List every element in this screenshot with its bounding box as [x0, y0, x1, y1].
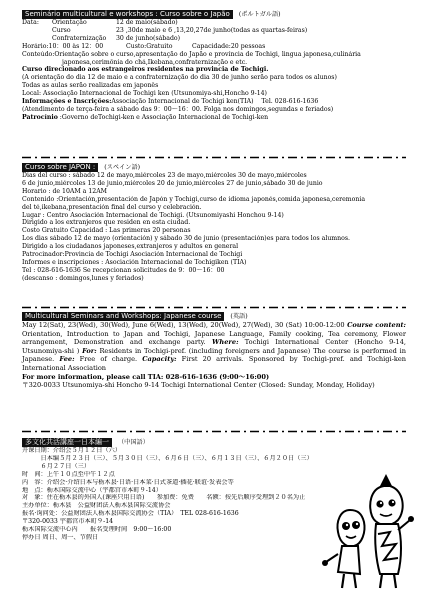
english-address: 〒320-0033 Utsunomiya-shi Honcho 9-14 Tochigi International Center (Closed: Sunday, Monday, Holiday)	[22, 381, 375, 390]
chinese-body	[22, 447, 322, 542]
capacity: Capacidade:20 pessoas	[192, 42, 266, 50]
mascot-figure-left	[322, 510, 365, 588]
course-content-label-cont: content:	[375, 321, 406, 329]
english-language-tag: (英語)	[230, 313, 248, 320]
chinese-header: 多文化共活講座一日本編一	[22, 438, 112, 447]
spanish-line: Los dias sábado 12 de mayo (orientación) y sábado 30 de junio (presentación)es para todos los alumnos.	[22, 235, 351, 243]
chinese-line: 对 象：住在栃木县的外国人(课座只用日语) 参加费：免费 名额：按先后顺序受理到２０名为止	[22, 494, 306, 502]
where-label: Where:	[205, 338, 239, 347]
portuguese-section	[22, 10, 406, 122]
spanish-section	[22, 163, 406, 283]
english-fee: Free of charge.	[74, 355, 143, 364]
party-date: 30 de junho(sábado)	[116, 34, 181, 42]
chinese-language-tag: （中国語）	[118, 439, 149, 446]
english-dates: May 12(Sat), 23(Wed), 30(Wed), June 6(Wed), 13(Wed), 20(Wed), 27(Wed), 30 (Sat) 10:00-12:00	[22, 321, 345, 329]
spanish-line: Lugar : Centro Asociación Internacional de Tochigi. (Utsunomiyashi Honchou 9-14)	[22, 211, 284, 219]
chinese-line: 开课日期：介绍会５月１２日（六）	[22, 447, 121, 454]
english-info: For more information, please call TIA: 028-616-1636 (9:00～16:00)	[22, 372, 270, 381]
note-line: (A orientação do dia 12 de maio e a confraternização do dia 30 de junho serão para todos os alunos)	[22, 74, 337, 82]
course-content-label: Course	[344, 321, 373, 329]
mascot-figure-right	[370, 474, 414, 588]
spanish-line: Costo Gratuito Capacidad : Las primeras 20 personas	[22, 227, 191, 235]
fee-label: Fee:	[59, 355, 75, 364]
dashed-divider	[22, 154, 406, 161]
orientation-date: 12 de maio(sábado)	[116, 19, 178, 26]
chinese-line: 地 点：栃木国际交流中心（宇都宫市本町９-14）	[22, 486, 162, 494]
spanish-line: (descanso : domingos,lunes y feriados)	[22, 274, 144, 282]
english-where: Tochigi International Center (Honcho 9-14, Utsunomiya-shi )	[22, 338, 406, 355]
capacity-label: Capacity:	[142, 355, 177, 364]
spanish-line: Informes e inscripciones : Asociación Internacional de Tochigiken (TIA)	[22, 258, 247, 266]
english-content: Orientation, Introduction to Japan and Tochigi, Japanese Language, Family cooking, Tea ceremony, Flower arrangement, Demonstration and exchange party.	[22, 329, 406, 347]
spanish-line: 6 de junio,miércoles 13 de junio,miércoles 20 de junio,miércoles 27 de junio,sábado 30 de junio	[22, 179, 323, 187]
language-line: Todas as aulas serão realizadas em japonês	[22, 82, 159, 90]
course-label: Curso	[52, 26, 71, 34]
mascot-illustration	[320, 470, 416, 592]
schedule-time: Horário:10：00 às 12：00	[22, 42, 104, 50]
phone-number: Tel. 028-616-1636	[261, 98, 319, 106]
portuguese-header: Seminário multicultural e workshops : Curso sobre o Japão	[22, 10, 233, 19]
spanish-language-tag: (スペイン語)	[104, 164, 141, 171]
orientation-label: Orientação	[52, 19, 87, 26]
spanish-line: Dirigido a los extranjeros que residen en esta ciudad.	[22, 219, 191, 227]
date-label: Data:	[22, 19, 39, 26]
chinese-line: 〒320-0033 宇都宫市本町９-14	[22, 518, 114, 526]
spanish-header: Curso sobre JAPON :	[22, 163, 98, 172]
location-line: Local: Associação Internacional de Tochigi ken (Utsunomiya-shi,Honcho 9-14)	[22, 90, 267, 98]
inquiry-label: Informações e Inscrições:	[22, 98, 112, 106]
chinese-line: 报名·询问处：公益财团法人栃木县国际交流协会（TIA） TEL 028-616-1636	[22, 510, 239, 518]
for-label: For:	[82, 346, 97, 355]
sponsor-label: Patrocínio	[22, 113, 58, 121]
spanish-body	[22, 172, 406, 283]
chinese-line: ６月２７日（三）	[22, 462, 91, 470]
chinese-line: 主办单位：栃木县 公益财团法人栃木县国际交流协会	[22, 502, 171, 510]
chinese-line: 内 容：介绍会·介绍日本与栃木县·日语·日本菜·日式茶道·插花·联谊·发表会等	[22, 478, 234, 486]
chinese-line: 停办日 周日、周一、节假日	[22, 533, 99, 541]
spanish-line: Tel : 028-616-1636 Se recepcionan solicitudes de 9：00～16：00	[22, 266, 225, 274]
spanish-line: Dirigido a los ciudadanos japoneses,extranjeros y adultos en general	[22, 243, 239, 251]
chinese-line: 栃木国际交流中心内 报名受理时间 9:00～16:00	[22, 526, 172, 534]
chinese-section	[22, 438, 322, 542]
dashed-divider	[22, 428, 406, 435]
inquiry-org: Associação Internacional de Tochigi ken(TIA)	[111, 98, 254, 106]
english-for: Residents in Tochigi-pref. (including foreigners and Japanese) The course is performed in Japanese.	[22, 346, 406, 364]
english-capacity: First 20 arrivals. Sponsored by Tochigi-pref. and Tochigi-ken International Association	[22, 355, 406, 372]
spanish-line: Dias del curso : sábado 12 de mayo,miércoles 23 de mayo,miércoles 30 de mayo,miércoles	[22, 172, 307, 179]
course-dates: 23 ,30de maio e 6 ,13,20,27de junho(todas as quartas-feiras)	[116, 26, 308, 34]
chinese-line: 日本编５月２３日（三）、５月３０日（三）、６月６日（三）、６月１３日（三）、６月２０日（三）	[22, 454, 313, 462]
content-line: japonesa,cerimônia do chá,Ikebana,confraternização e etc.	[62, 58, 248, 66]
party-label: Confraternização	[52, 34, 107, 42]
english-section	[22, 312, 406, 390]
chinese-line: 时 间：上午１０点至中午１２点	[22, 470, 115, 478]
hours-line: (Atendimento de terça-feira a sábado das 9：00～16：00. Folga nos domingos,segundas e feriados)	[22, 105, 334, 113]
content-line: Conteúdo:Orientação sobre o curso,apresentação do Japão e província de Tochigi, lingua japonesa,culinária	[22, 50, 361, 58]
spanish-line: Horario : de 10AM a 12AM	[22, 187, 108, 195]
spanish-line: Patrocinador:Provincia de Tochigi Asociación Internacional de Tochigi	[22, 251, 243, 259]
english-body	[22, 321, 406, 390]
dashed-divider	[22, 304, 406, 311]
sponsor-text: :Governo deTochigi-ken e Associação Internacional de Tochigi-ken	[57, 113, 269, 121]
audience-line: Curso direcionado aos estrangeiros residentes na provincia de Tochigi.	[22, 66, 269, 74]
portuguese-language-tag: (ポルトガル語)	[238, 11, 281, 18]
english-header: Multicultural Seminars and Workshops: Japanese course	[22, 312, 224, 321]
spanish-line: del té,ikebana,presentación final del curso y celebración.	[22, 203, 202, 211]
spanish-line: Contenido :Orientación,presentación de Japón y Tochigi,curso de idioma japonés,comida japonesa,ceremonia	[22, 195, 366, 203]
cost: Custo:Gratuito	[126, 42, 173, 50]
